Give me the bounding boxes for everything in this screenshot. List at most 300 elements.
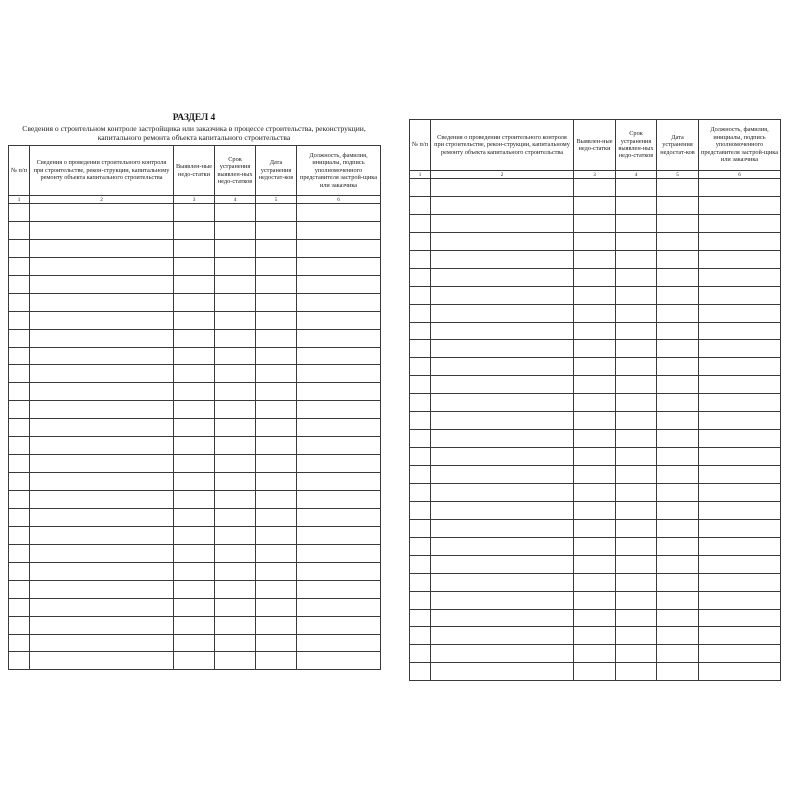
table-cell[interactable] — [574, 214, 616, 232]
table-cell[interactable] — [174, 473, 215, 491]
table-cell[interactable] — [174, 204, 215, 222]
table-cell[interactable] — [657, 537, 699, 555]
table-cell[interactable] — [174, 365, 215, 383]
table-cell[interactable] — [256, 455, 297, 473]
table-cell[interactable] — [297, 419, 381, 437]
table-cell[interactable] — [30, 329, 174, 347]
table-cell[interactable] — [215, 491, 256, 509]
table-cell[interactable] — [410, 537, 431, 555]
table-cell[interactable] — [174, 239, 215, 257]
table-cell[interactable] — [699, 250, 781, 268]
table-cell[interactable] — [9, 257, 30, 275]
table-cell[interactable] — [174, 383, 215, 401]
table-cell[interactable] — [297, 311, 381, 329]
table-cell[interactable] — [30, 455, 174, 473]
table-cell[interactable] — [574, 232, 616, 250]
table-cell[interactable] — [431, 179, 574, 197]
table-cell[interactable] — [616, 232, 657, 250]
table-cell[interactable] — [574, 466, 616, 484]
table-cell[interactable] — [30, 652, 174, 670]
table-cell[interactable] — [616, 322, 657, 340]
table-cell[interactable] — [410, 627, 431, 645]
table-cell[interactable] — [699, 430, 781, 448]
table-cell[interactable] — [297, 329, 381, 347]
table-cell[interactable] — [256, 311, 297, 329]
table-cell[interactable] — [699, 394, 781, 412]
table-cell[interactable] — [574, 376, 616, 394]
table-cell[interactable] — [174, 419, 215, 437]
table-cell[interactable] — [9, 652, 30, 670]
table-cell[interactable] — [9, 473, 30, 491]
table-cell[interactable] — [410, 232, 431, 250]
table-cell[interactable] — [431, 645, 574, 663]
table-cell[interactable] — [410, 304, 431, 322]
table-cell[interactable] — [431, 358, 574, 376]
table-cell[interactable] — [215, 544, 256, 562]
table-cell[interactable] — [215, 526, 256, 544]
table-cell[interactable] — [616, 358, 657, 376]
table-cell[interactable] — [174, 491, 215, 509]
table-cell[interactable] — [410, 483, 431, 501]
table-cell[interactable] — [616, 430, 657, 448]
table-cell[interactable] — [256, 634, 297, 652]
table-cell[interactable] — [215, 257, 256, 275]
table-cell[interactable] — [431, 483, 574, 501]
table-cell[interactable] — [657, 412, 699, 430]
table-cell[interactable] — [410, 394, 431, 412]
table-cell[interactable] — [616, 412, 657, 430]
table-cell[interactable] — [9, 419, 30, 437]
table-cell[interactable] — [9, 562, 30, 580]
table-cell[interactable] — [410, 663, 431, 681]
table-cell[interactable] — [616, 196, 657, 214]
table-cell[interactable] — [30, 419, 174, 437]
table-cell[interactable] — [574, 645, 616, 663]
table-cell[interactable] — [657, 232, 699, 250]
table-cell[interactable] — [30, 293, 174, 311]
table-cell[interactable] — [174, 616, 215, 634]
table-cell[interactable] — [256, 652, 297, 670]
table-cell[interactable] — [699, 519, 781, 537]
table-cell[interactable] — [215, 419, 256, 437]
table-cell[interactable] — [256, 293, 297, 311]
table-cell[interactable] — [9, 634, 30, 652]
table-cell[interactable] — [9, 221, 30, 239]
table-cell[interactable] — [297, 634, 381, 652]
table-cell[interactable] — [215, 221, 256, 239]
table-cell[interactable] — [574, 358, 616, 376]
table-cell[interactable] — [410, 591, 431, 609]
table-cell[interactable] — [174, 293, 215, 311]
table-cell[interactable] — [30, 544, 174, 562]
table-cell[interactable] — [297, 562, 381, 580]
table-cell[interactable] — [297, 491, 381, 509]
table-cell[interactable] — [9, 401, 30, 419]
table-cell[interactable] — [431, 322, 574, 340]
table-cell[interactable] — [215, 508, 256, 526]
table-cell[interactable] — [9, 544, 30, 562]
table-cell[interactable] — [256, 437, 297, 455]
table-cell[interactable] — [616, 340, 657, 358]
table-cell[interactable] — [616, 537, 657, 555]
table-cell[interactable] — [174, 275, 215, 293]
table-cell[interactable] — [410, 501, 431, 519]
table-cell[interactable] — [431, 412, 574, 430]
table-cell[interactable] — [256, 544, 297, 562]
table-cell[interactable] — [297, 347, 381, 365]
table-cell[interactable] — [616, 466, 657, 484]
table-cell[interactable] — [30, 437, 174, 455]
table-cell[interactable] — [431, 394, 574, 412]
table-cell[interactable] — [699, 645, 781, 663]
table-cell[interactable] — [256, 275, 297, 293]
table-cell[interactable] — [410, 376, 431, 394]
table-cell[interactable] — [431, 304, 574, 322]
table-cell[interactable] — [431, 448, 574, 466]
table-cell[interactable] — [699, 376, 781, 394]
table-cell[interactable] — [256, 401, 297, 419]
table-cell[interactable] — [297, 580, 381, 598]
table-cell[interactable] — [699, 609, 781, 627]
table-cell[interactable] — [9, 616, 30, 634]
table-cell[interactable] — [657, 376, 699, 394]
table-cell[interactable] — [431, 196, 574, 214]
table-cell[interactable] — [215, 275, 256, 293]
table-cell[interactable] — [9, 311, 30, 329]
table-cell[interactable] — [9, 365, 30, 383]
table-cell[interactable] — [574, 555, 616, 573]
table-cell[interactable] — [297, 473, 381, 491]
table-cell[interactable] — [297, 365, 381, 383]
table-cell[interactable] — [616, 268, 657, 286]
table-cell[interactable] — [699, 268, 781, 286]
table-cell[interactable] — [616, 663, 657, 681]
table-cell[interactable] — [410, 340, 431, 358]
table-cell[interactable] — [699, 214, 781, 232]
table-cell[interactable] — [297, 437, 381, 455]
table-cell[interactable] — [30, 347, 174, 365]
table-cell[interactable] — [174, 455, 215, 473]
table-cell[interactable] — [174, 634, 215, 652]
table-cell[interactable] — [30, 562, 174, 580]
table-cell[interactable] — [410, 179, 431, 197]
table-cell[interactable] — [215, 562, 256, 580]
table-cell[interactable] — [616, 304, 657, 322]
table-cell[interactable] — [699, 627, 781, 645]
table-cell[interactable] — [30, 365, 174, 383]
table-cell[interactable] — [174, 562, 215, 580]
table-cell[interactable] — [30, 598, 174, 616]
table-cell[interactable] — [574, 627, 616, 645]
table-cell[interactable] — [30, 526, 174, 544]
table-cell[interactable] — [616, 250, 657, 268]
table-cell[interactable] — [657, 645, 699, 663]
table-cell[interactable] — [297, 221, 381, 239]
table-cell[interactable] — [30, 491, 174, 509]
table-cell[interactable] — [431, 430, 574, 448]
table-cell[interactable] — [574, 412, 616, 430]
table-cell[interactable] — [616, 645, 657, 663]
table-cell[interactable] — [616, 394, 657, 412]
table-cell[interactable] — [657, 304, 699, 322]
table-cell[interactable] — [616, 591, 657, 609]
table-cell[interactable] — [574, 609, 616, 627]
table-cell[interactable] — [9, 508, 30, 526]
table-cell[interactable] — [256, 491, 297, 509]
table-cell[interactable] — [699, 358, 781, 376]
table-cell[interactable] — [431, 466, 574, 484]
table-cell[interactable] — [30, 634, 174, 652]
table-cell[interactable] — [574, 501, 616, 519]
table-cell[interactable] — [616, 179, 657, 197]
table-cell[interactable] — [410, 573, 431, 591]
table-cell[interactable] — [9, 383, 30, 401]
table-cell[interactable] — [256, 204, 297, 222]
table-cell[interactable] — [410, 412, 431, 430]
table-cell[interactable] — [699, 179, 781, 197]
table-cell[interactable] — [699, 573, 781, 591]
table-cell[interactable] — [699, 537, 781, 555]
table-cell[interactable] — [297, 239, 381, 257]
table-cell[interactable] — [297, 401, 381, 419]
table-cell[interactable] — [431, 268, 574, 286]
table-cell[interactable] — [297, 652, 381, 670]
table-cell[interactable] — [9, 204, 30, 222]
table-cell[interactable] — [699, 412, 781, 430]
table-cell[interactable] — [574, 663, 616, 681]
table-cell[interactable] — [256, 508, 297, 526]
table-cell[interactable] — [256, 580, 297, 598]
table-cell[interactable] — [256, 598, 297, 616]
table-cell[interactable] — [574, 394, 616, 412]
table-cell[interactable] — [256, 239, 297, 257]
table-cell[interactable] — [297, 455, 381, 473]
table-cell[interactable] — [657, 591, 699, 609]
table-cell[interactable] — [699, 196, 781, 214]
table-cell[interactable] — [297, 526, 381, 544]
table-cell[interactable] — [256, 329, 297, 347]
table-cell[interactable] — [410, 268, 431, 286]
table-cell[interactable] — [215, 311, 256, 329]
table-cell[interactable] — [699, 340, 781, 358]
table-cell[interactable] — [616, 573, 657, 591]
table-cell[interactable] — [657, 555, 699, 573]
table-cell[interactable] — [9, 580, 30, 598]
table-cell[interactable] — [297, 616, 381, 634]
table-cell[interactable] — [9, 437, 30, 455]
table-cell[interactable] — [699, 466, 781, 484]
table-cell[interactable] — [657, 663, 699, 681]
table-cell[interactable] — [410, 196, 431, 214]
table-cell[interactable] — [9, 293, 30, 311]
table-cell[interactable] — [256, 383, 297, 401]
table-cell[interactable] — [174, 508, 215, 526]
table-cell[interactable] — [174, 329, 215, 347]
table-cell[interactable] — [30, 239, 174, 257]
table-cell[interactable] — [410, 430, 431, 448]
table-cell[interactable] — [174, 221, 215, 239]
table-cell[interactable] — [215, 401, 256, 419]
table-cell[interactable] — [410, 519, 431, 537]
table-cell[interactable] — [574, 304, 616, 322]
table-cell[interactable] — [574, 591, 616, 609]
table-cell[interactable] — [699, 483, 781, 501]
table-cell[interactable] — [431, 501, 574, 519]
table-cell[interactable] — [174, 437, 215, 455]
table-cell[interactable] — [657, 394, 699, 412]
table-cell[interactable] — [574, 179, 616, 197]
table-cell[interactable] — [431, 214, 574, 232]
table-cell[interactable] — [616, 214, 657, 232]
table-cell[interactable] — [297, 598, 381, 616]
table-cell[interactable] — [215, 652, 256, 670]
table-cell[interactable] — [297, 383, 381, 401]
table-cell[interactable] — [256, 526, 297, 544]
table-cell[interactable] — [616, 286, 657, 304]
table-cell[interactable] — [410, 555, 431, 573]
table-cell[interactable] — [215, 329, 256, 347]
table-cell[interactable] — [256, 473, 297, 491]
table-cell[interactable] — [657, 448, 699, 466]
table-cell[interactable] — [256, 257, 297, 275]
table-cell[interactable] — [9, 491, 30, 509]
table-cell[interactable] — [30, 401, 174, 419]
table-cell[interactable] — [616, 555, 657, 573]
table-cell[interactable] — [574, 250, 616, 268]
table-cell[interactable] — [297, 275, 381, 293]
table-cell[interactable] — [616, 627, 657, 645]
table-cell[interactable] — [431, 663, 574, 681]
table-cell[interactable] — [657, 250, 699, 268]
table-cell[interactable] — [215, 473, 256, 491]
table-cell[interactable] — [215, 616, 256, 634]
table-cell[interactable] — [431, 573, 574, 591]
table-cell[interactable] — [410, 250, 431, 268]
table-cell[interactable] — [297, 293, 381, 311]
table-cell[interactable] — [410, 322, 431, 340]
table-cell[interactable] — [657, 322, 699, 340]
table-cell[interactable] — [410, 609, 431, 627]
table-cell[interactable] — [215, 239, 256, 257]
table-cell[interactable] — [699, 286, 781, 304]
table-cell[interactable] — [30, 204, 174, 222]
table-cell[interactable] — [174, 347, 215, 365]
table-cell[interactable] — [616, 483, 657, 501]
table-cell[interactable] — [410, 358, 431, 376]
table-cell[interactable] — [215, 634, 256, 652]
table-cell[interactable] — [9, 347, 30, 365]
table-cell[interactable] — [174, 311, 215, 329]
table-cell[interactable] — [215, 293, 256, 311]
table-cell[interactable] — [256, 365, 297, 383]
table-cell[interactable] — [431, 232, 574, 250]
table-cell[interactable] — [657, 466, 699, 484]
table-cell[interactable] — [9, 275, 30, 293]
table-cell[interactable] — [297, 544, 381, 562]
table-cell[interactable] — [215, 598, 256, 616]
table-cell[interactable] — [215, 383, 256, 401]
table-cell[interactable] — [657, 196, 699, 214]
table-cell[interactable] — [657, 268, 699, 286]
table-cell[interactable] — [657, 340, 699, 358]
table-cell[interactable] — [616, 376, 657, 394]
table-cell[interactable] — [215, 204, 256, 222]
table-cell[interactable] — [657, 519, 699, 537]
table-cell[interactable] — [9, 239, 30, 257]
table-cell[interactable] — [657, 214, 699, 232]
table-cell[interactable] — [410, 645, 431, 663]
table-cell[interactable] — [174, 526, 215, 544]
table-cell[interactable] — [30, 616, 174, 634]
table-cell[interactable] — [657, 501, 699, 519]
table-cell[interactable] — [431, 537, 574, 555]
table-cell[interactable] — [410, 214, 431, 232]
table-cell[interactable] — [256, 562, 297, 580]
table-cell[interactable] — [256, 221, 297, 239]
table-cell[interactable] — [699, 232, 781, 250]
table-cell[interactable] — [256, 419, 297, 437]
table-cell[interactable] — [256, 347, 297, 365]
table-cell[interactable] — [431, 555, 574, 573]
table-cell[interactable] — [657, 358, 699, 376]
table-cell[interactable] — [30, 580, 174, 598]
table-cell[interactable] — [574, 196, 616, 214]
table-cell[interactable] — [297, 508, 381, 526]
table-cell[interactable] — [657, 286, 699, 304]
table-cell[interactable] — [174, 401, 215, 419]
table-cell[interactable] — [616, 609, 657, 627]
table-cell[interactable] — [657, 430, 699, 448]
table-cell[interactable] — [215, 455, 256, 473]
table-cell[interactable] — [174, 544, 215, 562]
table-cell[interactable] — [174, 257, 215, 275]
table-cell[interactable] — [699, 591, 781, 609]
table-cell[interactable] — [174, 598, 215, 616]
table-cell[interactable] — [616, 448, 657, 466]
table-cell[interactable] — [30, 311, 174, 329]
table-cell[interactable] — [616, 501, 657, 519]
table-cell[interactable] — [574, 268, 616, 286]
table-cell[interactable] — [410, 286, 431, 304]
table-cell[interactable] — [30, 473, 174, 491]
table-cell[interactable] — [9, 598, 30, 616]
table-cell[interactable] — [256, 616, 297, 634]
table-cell[interactable] — [574, 286, 616, 304]
table-cell[interactable] — [657, 609, 699, 627]
table-cell[interactable] — [657, 483, 699, 501]
table-cell[interactable] — [574, 519, 616, 537]
table-cell[interactable] — [431, 286, 574, 304]
table-cell[interactable] — [431, 591, 574, 609]
table-cell[interactable] — [215, 580, 256, 598]
table-cell[interactable] — [616, 519, 657, 537]
table-cell[interactable] — [574, 483, 616, 501]
table-cell[interactable] — [297, 204, 381, 222]
table-cell[interactable] — [574, 340, 616, 358]
table-cell[interactable] — [30, 508, 174, 526]
table-cell[interactable] — [574, 537, 616, 555]
table-cell[interactable] — [30, 221, 174, 239]
table-cell[interactable] — [30, 383, 174, 401]
table-cell[interactable] — [30, 275, 174, 293]
table-cell[interactable] — [431, 340, 574, 358]
table-cell[interactable] — [699, 448, 781, 466]
table-cell[interactable] — [215, 365, 256, 383]
table-cell[interactable] — [574, 573, 616, 591]
table-cell[interactable] — [410, 466, 431, 484]
table-cell[interactable] — [574, 448, 616, 466]
table-cell[interactable] — [9, 455, 30, 473]
